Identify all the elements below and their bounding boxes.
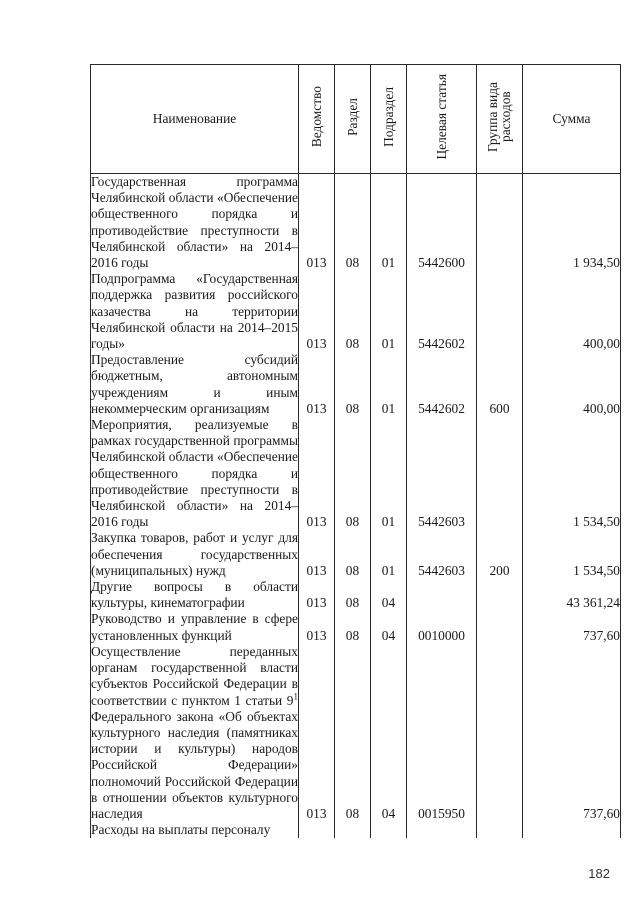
header-name [91,65,299,174]
row-group [477,644,523,822]
row-section: 08 [335,530,371,579]
row-amount [523,822,621,838]
header-subsection-label: Подраздел [380,86,396,147]
row-target: 5442603 [407,530,477,579]
header-amount-label: Сумма [552,110,591,126]
row-department: 013 [299,417,335,530]
header-expense-group-label: Группа вида расходов [484,81,513,152]
row-group [477,271,523,352]
row-subsection: 04 [371,611,407,643]
row-subsection: 01 [371,530,407,579]
row-target: 5442602 [407,271,477,352]
row-target: 5442603 [407,417,477,530]
table-row [91,644,621,822]
row-group [477,611,523,643]
row-name: Руководство и управление в сфере установленных функций [91,611,298,643]
row-amount: 1 534,50 [523,417,621,530]
row-department: 013 [299,611,335,643]
row-amount: 400,00 [523,352,621,417]
row-subsection: 04 [371,579,407,611]
row-section: 08 [335,271,371,352]
table-row [91,822,621,838]
row-name: Государственная программа Челябинской области «Обеспечение общественного порядка и противодействие преступности в Челябинской области» на 2014–2016 годы [91,174,298,271]
row-section [335,822,371,838]
row-target: 5442600 [407,174,477,272]
row-subsection: 04 [371,644,407,822]
table-row [91,579,621,611]
row-section: 08 [335,579,371,611]
row-section: 08 [335,352,371,417]
table-row [91,271,621,352]
header-target-article-label: Целевая статья [433,74,449,160]
row-subsection: 01 [371,352,407,417]
row-department [299,822,335,838]
header-name-label: Наименование [152,110,237,126]
row-subsection: 01 [371,417,407,530]
row-group [477,822,523,838]
row-department: 013 [299,271,335,352]
row-amount: 1 534,50 [523,530,621,579]
row-amount: 400,00 [523,271,621,352]
header-department [299,65,335,174]
header-department-label: Ведомство [308,86,324,148]
table-header-row [91,65,621,174]
table-row [91,611,621,643]
row-target: 5442602 [407,352,477,417]
row-group: 200 [477,530,523,579]
header-expense-group [477,65,523,174]
row-target: 0010000 [407,611,477,643]
row-name-superscript: 1 [293,691,298,702]
row-section: 08 [335,174,371,272]
row-amount: 1 934,50 [523,174,621,272]
row-group [477,579,523,611]
row-name: Закупка товаров, работ и услуг для обеспечения государственных (муниципальных) нужд [91,530,298,578]
row-group [477,174,523,272]
row-department: 013 [299,352,335,417]
header-section [335,65,371,174]
header-amount [523,65,621,174]
page-number: 182 [588,866,610,881]
row-subsection: 01 [371,174,407,272]
row-name-part: Осуществление переданных органам государственной власти субъектов Российской Федерации в соответствии с пунктом 1 статьи 9 [91,643,298,708]
row-department: 013 [299,174,335,272]
row-target: 0015950 [407,644,477,822]
row-department: 013 [299,579,335,611]
budget-table [90,64,621,838]
row-target [407,822,477,838]
table-row [91,417,621,530]
header-section-label: Раздел [344,97,360,136]
row-name: Мероприятия, реализуемые в рамках государственной программы Челябинской области «Обеспечение общественного порядка и противодействие преступности в Челябинской области» на 2014–2016 годы [91,417,298,530]
row-amount: 43 361,24 [523,579,621,611]
row-name: Расходы на выплаты персоналу [91,822,299,838]
table-row [91,530,621,579]
header-subsection [371,65,407,174]
table-row [91,174,621,272]
row-name [91,644,299,822]
row-name: Другие вопросы в области культуры, кинематографии [91,579,298,611]
header-target-article [407,65,477,174]
row-section: 08 [335,417,371,530]
row-section: 08 [335,611,371,643]
row-amount: 737,60 [523,644,621,822]
row-group: 600 [477,352,523,417]
row-amount: 737,60 [523,611,621,643]
row-section: 08 [335,644,371,822]
row-group [477,417,523,530]
row-department: 013 [299,644,335,822]
row-department: 013 [299,530,335,579]
row-name: Подпрограмма «Государственная поддержка развития российского казачества на территории Челябинской области на 2014–2015 годы» [91,271,298,352]
row-subsection [371,822,407,838]
row-target [407,579,477,611]
row-subsection: 01 [371,271,407,352]
table-row [91,352,621,417]
row-name-part: Федерального закона «Об объектах культурного наследия (памятниках истории и культуры) народов Российской Федерации» полномочий Российской Федерации в отношении объектов культурного наследия [91,708,298,821]
row-name: Предоставление субсидий бюджетным, автономным учреждениям и иным некоммерческим организациям [91,352,298,416]
